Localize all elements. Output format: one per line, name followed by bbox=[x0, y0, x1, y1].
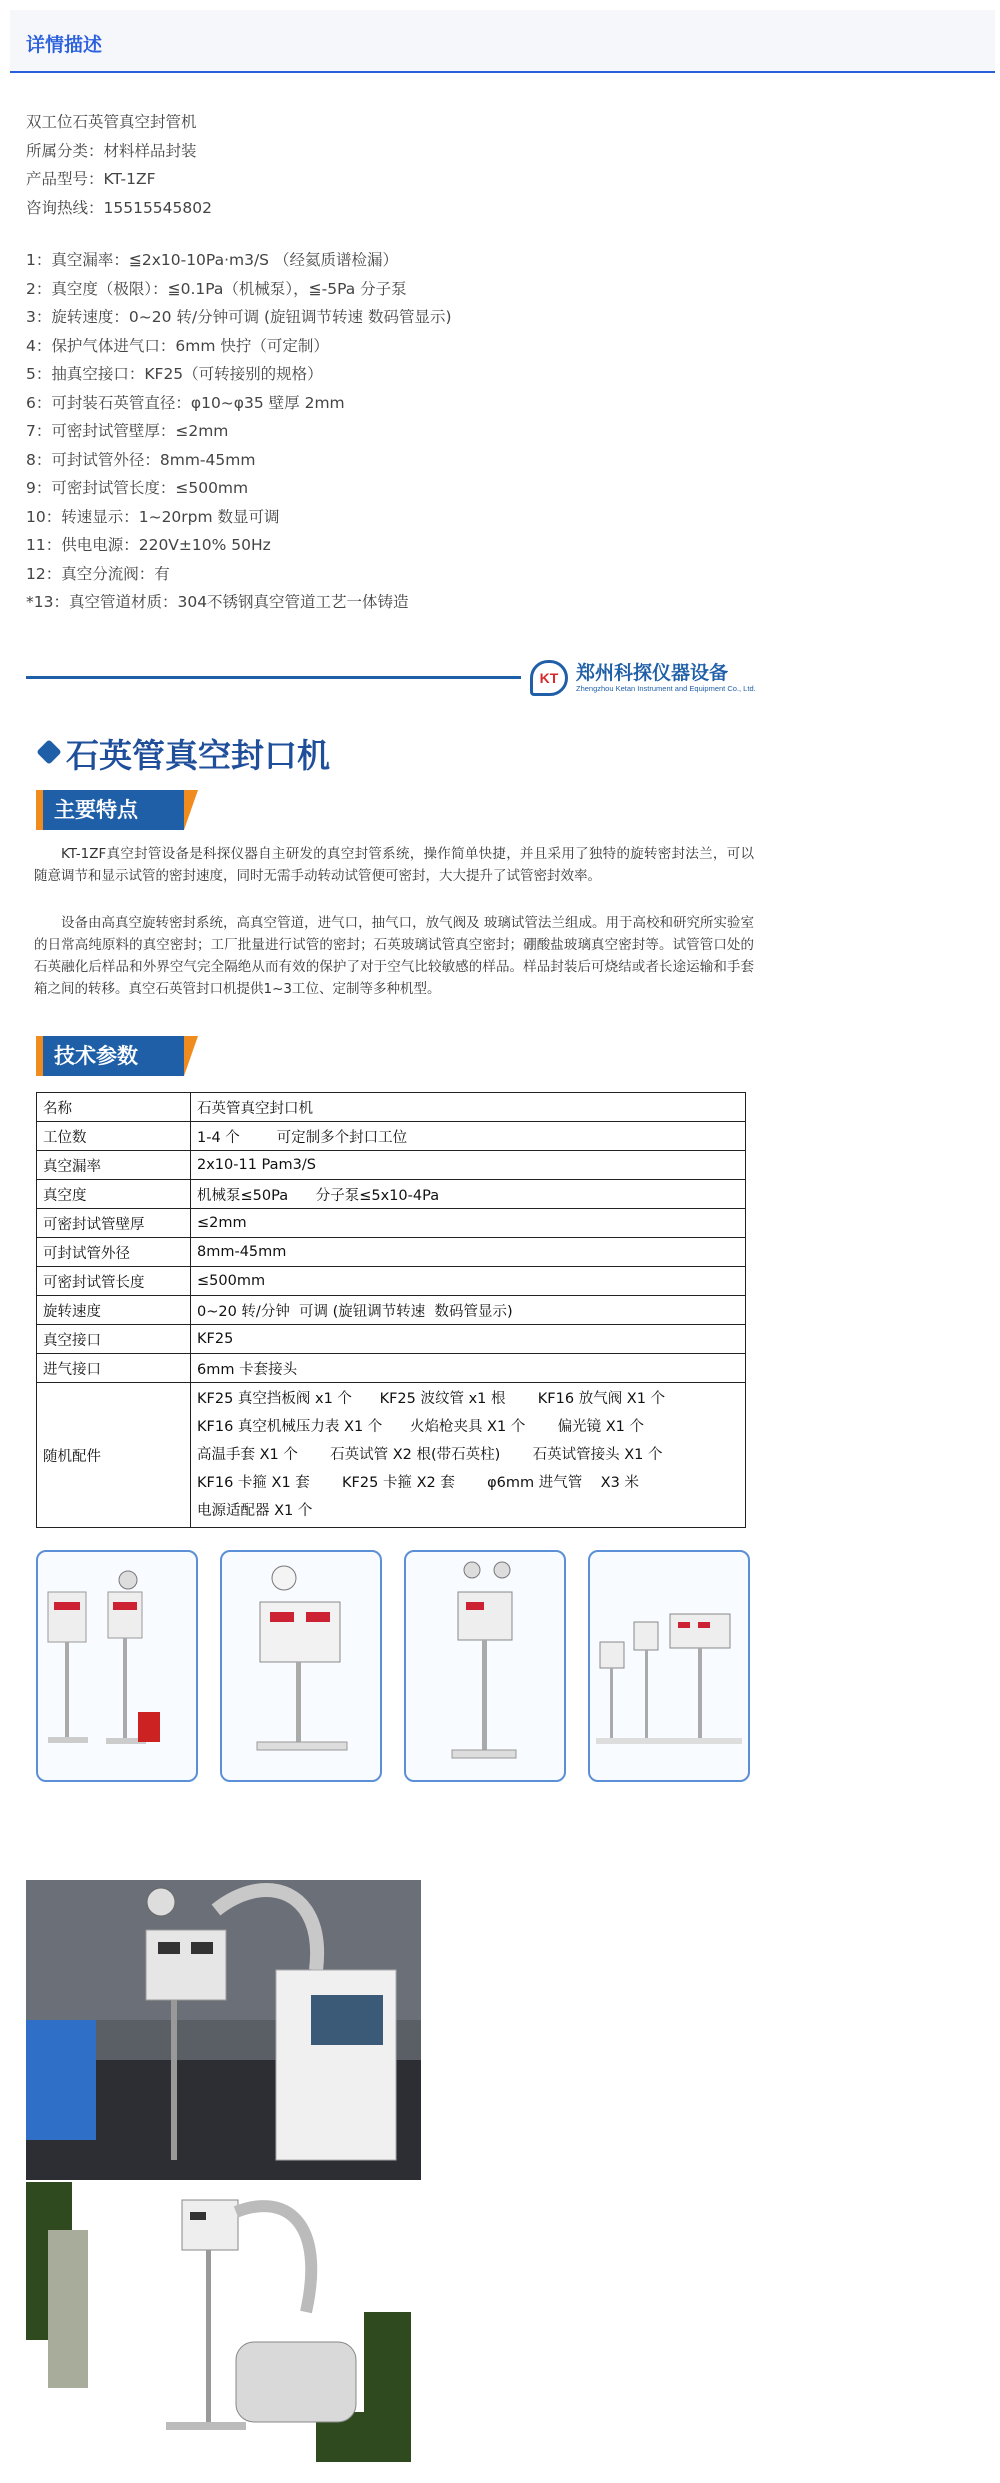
spec-item: 8：可封试管外径：8mm-45mm bbox=[26, 450, 256, 469]
spec-item: 2：真空度（极限）：≦0.1Pa（机械泵），≦-5Pa 分子泵 bbox=[26, 279, 407, 298]
features-paragraph-2: 设备由高真空旋转密封系统，高真空管道，进气口，抽气口，放气阀及 玻璃试管法兰组成。用于高校和研究所实验室的日常高纯原料的真空密封；工厂批量进行试管的密封；石英玻璃试管真空密封；硼酸盐玻璃真空密封等。试管管口处的石英融化后样品和外界空气完全隔绝从而有效的保护了对于空气比较敏感的样品。样品封装后可烧结或者长途运输和手套箱之间的转移。真空石英管封口机提供1~3工位、定制等多种机型。 bbox=[34, 915, 754, 997]
table-row bbox=[37, 1238, 746, 1267]
poster-title: 石英管真空封口机 bbox=[66, 736, 330, 775]
logo-mark-icon: KT bbox=[530, 660, 568, 696]
product-photo-2 bbox=[220, 1550, 382, 1782]
features-tag: 主要特点 bbox=[36, 790, 184, 830]
param-value: KF25 bbox=[191, 1325, 746, 1354]
spec-item: *13：真空管道材质：304不锈钢真空管道工艺一体铸造 bbox=[26, 593, 409, 611]
param-key: 工位数 bbox=[37, 1122, 191, 1151]
detail-tab-title[interactable]: 详情描述 bbox=[26, 34, 103, 56]
accessories-list bbox=[191, 1383, 746, 1528]
spec-item: 11：供电电源：220V±10% 50Hz bbox=[26, 536, 271, 554]
sealer-single-station-image bbox=[406, 1552, 564, 1780]
accessory-line: KF16 卡箍 X1 套 KF25 卡箍 X2 套 φ6mm 进气管 X3 米 bbox=[197, 1475, 639, 1491]
spec-item: 12：真空分流阀：有 bbox=[26, 564, 170, 583]
param-key: 真空度 bbox=[37, 1180, 191, 1209]
param-value: 石英管真空封口机 bbox=[191, 1093, 746, 1122]
table-row bbox=[37, 1209, 746, 1238]
param-key: 真空接口 bbox=[37, 1325, 191, 1354]
param-value: ≤500mm bbox=[191, 1267, 746, 1296]
param-key: 名称 bbox=[37, 1093, 191, 1122]
product-poster bbox=[26, 640, 786, 1770]
param-key: 可密封试管壁厚 bbox=[37, 1209, 191, 1238]
sealer-dual-display-image bbox=[222, 1552, 380, 1780]
spec-item: 5：抽真空接口：KF25（可转接别的规格） bbox=[26, 365, 323, 383]
logo-company-en: Zhengzhou Ketan Instrument and Equipment Co., Ltd. bbox=[576, 684, 756, 693]
spec-item: 6：可封装石英管直径：φ10~φ35 壁厚 2mm bbox=[26, 393, 345, 412]
product-category: 所属分类：材料样品封装 bbox=[26, 141, 197, 160]
lab-setup-image bbox=[26, 1880, 421, 2180]
param-value: 1-4 个 可定制多个封口工位 bbox=[191, 1122, 746, 1151]
param-value: ≤2mm bbox=[191, 1209, 746, 1238]
spec-item: 9：可密封试管长度：≤500mm bbox=[26, 479, 249, 497]
product-hotline: 咨询热线：15515545802 bbox=[26, 198, 212, 217]
param-value: 6mm 卡套接头 bbox=[191, 1354, 746, 1383]
product-photo-4 bbox=[588, 1550, 750, 1782]
product-info bbox=[26, 108, 926, 222]
company-logo bbox=[530, 656, 790, 700]
spec-item: 4：保护气体进气口：6mm 快拧（可定制） bbox=[26, 336, 329, 355]
param-value: 0~20 转/分钟 可调 (旋钮调节转速 数码管显示) bbox=[191, 1296, 746, 1325]
features-paragraph-1: KT-1ZF真空封管设备是科探仪器自主研发的真空封管系统，操作简单快捷，并且采用了独特的旋转密封法兰，可以随意调节和显示试管的密封速度，同时无需手动转动试管便可密封，大大提升了试管密封效率。 bbox=[34, 846, 754, 884]
table-row bbox=[37, 1267, 746, 1296]
product-photo-3 bbox=[404, 1550, 566, 1782]
spec-item: 7：可密封试管壁厚：≤2mm bbox=[26, 422, 229, 440]
param-value: 8mm-45mm bbox=[191, 1238, 746, 1267]
sealer-multi-station-image bbox=[590, 1552, 748, 1780]
sealer-dual-station-image bbox=[38, 1552, 196, 1780]
param-key: 进气接口 bbox=[37, 1354, 191, 1383]
product-photo-1 bbox=[36, 1550, 198, 1782]
accessory-line: 高温手套 X1 个 石英试管 X2 根(带石英柱) 石英试管接头 X1 个 bbox=[197, 1447, 663, 1463]
product-name: 双工位石英管真空封管机 bbox=[26, 113, 197, 131]
spec-item: 3：旋转速度：0~20 转/分钟可调 (旋钮调节转速 数码管显示) bbox=[26, 308, 452, 326]
table-row bbox=[37, 1383, 746, 1528]
accessory-line: KF16 真空机械压力表 X1 个 火焰枪夹具 X1 个 偏光镜 X1 个 bbox=[197, 1419, 644, 1435]
param-key: 可封试管外径 bbox=[37, 1238, 191, 1267]
table-row bbox=[37, 1093, 746, 1122]
table-row bbox=[37, 1151, 746, 1180]
table-row bbox=[37, 1122, 746, 1151]
table-row bbox=[37, 1180, 746, 1209]
accessories-label: 随机配件 bbox=[37, 1383, 191, 1528]
table-row bbox=[37, 1325, 746, 1354]
param-key: 旋转速度 bbox=[37, 1296, 191, 1325]
params-tag: 技术参数 bbox=[36, 1036, 184, 1076]
table-row bbox=[37, 1354, 746, 1383]
param-value: 机械泵≤50Pa 分子泵≤5x10-4Pa bbox=[191, 1180, 746, 1209]
params-table bbox=[36, 1092, 746, 1528]
spec-list bbox=[26, 246, 926, 617]
product-model: 产品型号：KT-1ZF bbox=[26, 170, 156, 188]
lab-photo-1 bbox=[26, 1880, 421, 2180]
spec-item: 10：转速显示：1~20rpm 数显可调 bbox=[26, 507, 280, 526]
lab-photo-2 bbox=[26, 2182, 411, 2462]
accessory-line: KF25 真空挡板阀 x1 个 KF25 波纹管 x1 根 KF16 放气阀 X1 个 bbox=[197, 1391, 666, 1407]
param-key: 真空漏率 bbox=[37, 1151, 191, 1180]
title-diamond-icon bbox=[36, 739, 61, 764]
accessory-line: 电源适配器 X1 个 bbox=[197, 1503, 313, 1519]
spec-item: 1：真空漏率：≦2x10-10Pa·m3/S （经氦质谱检漏） bbox=[26, 251, 398, 269]
poster-divider bbox=[26, 676, 521, 679]
param-value: 2x10-11 Pam3/S bbox=[191, 1151, 746, 1180]
logo-company-cn: 郑州科探仪器设备 bbox=[576, 662, 729, 684]
detail-header bbox=[10, 10, 995, 73]
sealer-with-pump-image bbox=[26, 2182, 411, 2462]
param-key: 可密封试管长度 bbox=[37, 1267, 191, 1296]
table-row bbox=[37, 1296, 746, 1325]
